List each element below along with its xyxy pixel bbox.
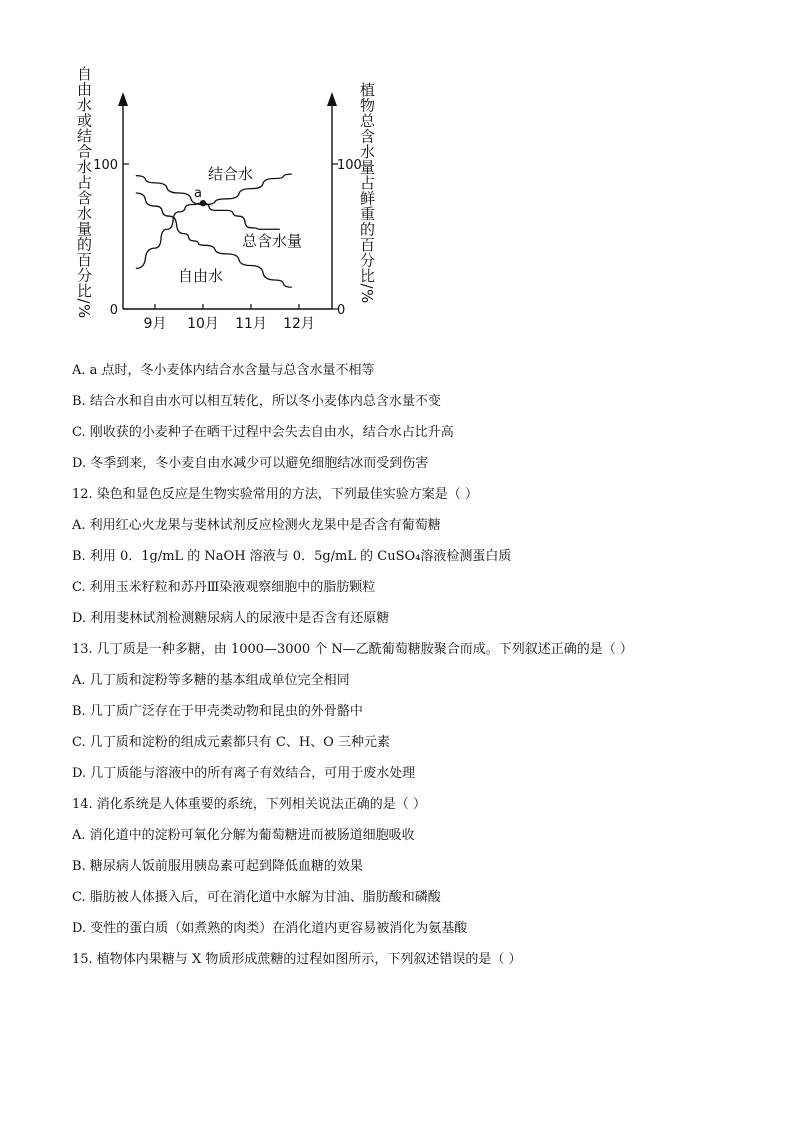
series-label: 总含水量 — [242, 232, 303, 250]
text-line: 15. 植物体内果糖与 X 物质形成蔗糖的过程如图所示，下列叙述错误的是（ ） — [72, 952, 522, 967]
text-line: A. 利用红心火龙果与斐林试剂反应检测火龙果中是否含有葡萄糖 — [72, 518, 441, 533]
x-tick-label: 11月 — [235, 316, 267, 332]
text-line: 14. 消化系统是人体重要的系统，下列相关说法正确的是（ ） — [72, 797, 426, 812]
chart-plot-area — [60, 62, 400, 347]
text-line: D. 利用斐林试剂检测糖尿病人的尿液中是否含有还原糖 — [72, 611, 390, 626]
text-line: D. 几丁质能与溶液中的所有离子有效结合，可用于废水处理 — [72, 766, 416, 781]
x-tick-label: 12月 — [283, 316, 315, 332]
right-axis-arrow — [327, 92, 337, 106]
x-tick-label: 10月 — [187, 316, 219, 332]
text-line: B. 糖尿病人饭前服用胰岛素可起到降低血糖的效果 — [72, 859, 363, 874]
left-axis-arrow — [118, 92, 128, 106]
left-axis-label: 自由水或结合水占含水量的百分比/% — [75, 66, 93, 319]
text-line: B. 结合水和自由水可以相互转化，所以冬小麦体内总含水量不变 — [72, 394, 441, 409]
series-label: 结合水 — [208, 165, 254, 183]
text-line: D. 变性的蛋白质（如煮熟的肉类）在消化道内更容易被消化为氨基酸 — [72, 921, 468, 936]
left-y-tick-label: 0 — [109, 303, 118, 318]
text-line: A. 几丁质和淀粉等多糖的基本组成单位完全相同 — [72, 673, 350, 688]
x-tick-label: 9月 — [143, 316, 167, 332]
water-content-chart — [60, 62, 400, 347]
point-a-label: a — [194, 186, 202, 202]
text-line: B. 利用 0．1g/mL 的 NaOH 溶液与 0．5g/mL 的 CuSO₄溶液检测蛋白质 — [72, 549, 512, 564]
series-label: 自由水 — [178, 267, 224, 285]
text-line: A. 消化道中的淀粉可氧化分解为葡萄糖进而被肠道细胞吸收 — [72, 828, 415, 843]
text-line: A. a 点时，冬小麦体内结合水含量与总含水量不相等 — [72, 363, 375, 378]
text-line: C. 脂肪被人体摄入后，可在消化道中水解为甘油、脂肪酸和磷酸 — [72, 890, 441, 905]
text-line: B. 几丁质广泛存在于甲壳类动物和昆虫的外骨骼中 — [72, 704, 363, 719]
right-y-tick-label: 0 — [337, 303, 346, 318]
text-line: 12. 染色和显色反应是生物实验常用的方法，下列最佳实验方案是（ ） — [72, 487, 478, 502]
text-line: D. 冬季到来，冬小麦自由水减少可以避免细胞结冰而受到伤害 — [72, 456, 429, 471]
right-axis-label: 植物总含水量占鲜重的百分比/% — [358, 82, 376, 304]
right-y-tick-label: 100 — [337, 158, 362, 173]
text-line: 13. 几丁质是一种多糖，由 1000—3000 个 N—乙酰葡萄糖胺聚合而成。下列叙述正确的是（ ） — [72, 642, 633, 657]
left-y-tick-label: 100 — [93, 158, 118, 173]
text-line: C. 利用玉米籽粒和苏丹Ⅲ染液观察细胞中的脂肪颗粒 — [72, 580, 376, 595]
text-line: C. 几丁质和淀粉的组成元素都只有 C、H、O 三种元素 — [72, 735, 390, 750]
text-line: C. 刚收获的小麦种子在晒干过程中会失去自由水，结合水占比升高 — [72, 425, 454, 440]
